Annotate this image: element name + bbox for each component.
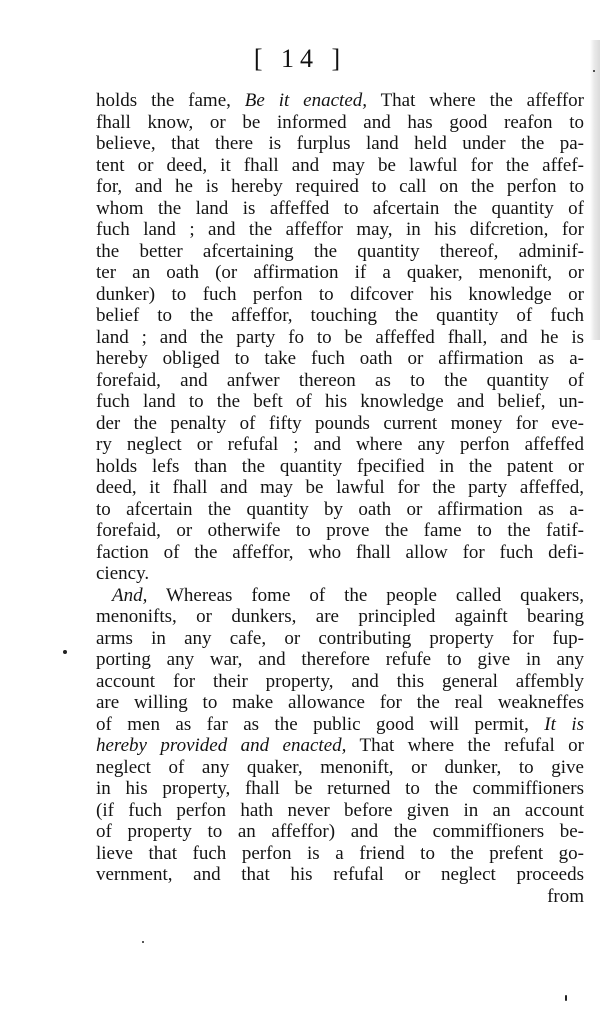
text-segment: forefaid, or otherwife to prove the fame to the fatif- — [96, 520, 584, 541]
text-segment: fhall know, or be informed and has good reafon to — [96, 111, 584, 133]
italic-text: hereby provided and enacted, — [96, 735, 347, 756]
text-line — [96, 714, 584, 736]
ink-speck — [565, 995, 567, 1001]
text-line — [96, 477, 584, 499]
text-line — [96, 241, 584, 263]
text-segment: porting any war, and therefore refufe to give in any — [96, 649, 584, 670]
text-segment: in his property, fhall be returned to the commiffioners — [96, 778, 584, 799]
text-segment: belief to the affeffor, touching the quantity of fuch — [96, 305, 584, 326]
text-segment: (if fuch perfon hath never before given in an account — [96, 799, 584, 821]
text-line — [96, 757, 584, 779]
text-line — [96, 606, 584, 628]
text-line — [96, 284, 584, 306]
text-line — [96, 649, 584, 671]
text-segment: deed, it fhall and may be lawful for the party affeffed, — [96, 477, 584, 498]
text-line — [96, 219, 584, 241]
text-segment: dunker) to fuch perfon to difcover his knowledge or — [96, 283, 584, 305]
text-line — [96, 262, 584, 284]
body-text — [96, 90, 584, 907]
text-segment: ciency. — [96, 563, 150, 584]
text-line — [96, 800, 584, 822]
text-line — [96, 542, 584, 564]
binding-shadow — [590, 40, 600, 340]
text-line — [96, 90, 584, 112]
text-line — [96, 821, 584, 843]
text-line — [96, 112, 584, 134]
text-segment: ter an oath (or affirmation if a quaker, menonift, or — [96, 262, 584, 283]
text-segment: hereby obliged to take fuch oath or affirmation as a- — [96, 348, 584, 369]
italic-text: And, — [112, 584, 148, 606]
text-segment: to afcertain the quantity by oath or affirmation as a- — [96, 498, 584, 520]
ink-speck — [142, 941, 144, 943]
text-line — [96, 327, 584, 349]
text-segment: der the penalty of fifty pounds current money for eve- — [96, 412, 584, 434]
text-segment: fuch land ; and the affeffor may, in his difcretion, for — [96, 219, 584, 240]
text-line — [96, 499, 584, 521]
text-line — [96, 155, 584, 177]
text-line — [96, 520, 584, 542]
text-line — [96, 628, 584, 650]
text-line — [96, 778, 584, 800]
text-line — [96, 305, 584, 327]
text-segment: menonifts, or dunkers, are principled againft bearing — [96, 606, 584, 627]
text-line — [96, 413, 584, 435]
text-line — [96, 434, 584, 456]
text-line — [96, 671, 584, 693]
text-segment: whom the land is affeffed to afcertain the quantity of — [96, 197, 584, 219]
text-line — [96, 176, 584, 198]
text-segment: fuch land to the beft of his knowledge and belief, un- — [96, 391, 584, 412]
text-segment: for, and he is hereby required to call on the perfon to — [96, 176, 584, 197]
text-line — [96, 735, 584, 757]
text-segment: That where the affeffor — [367, 90, 585, 111]
catchword: from — [547, 885, 584, 907]
text-line — [96, 864, 584, 886]
text-segment: holds the fame, — [96, 90, 245, 111]
text-segment: Whereas fome of the people called quakers, — [147, 584, 584, 606]
text-segment: the better afcertaining the quantity thereof, adminif- — [96, 240, 584, 262]
text-line — [96, 391, 584, 413]
italic-text: Be it enacted, — [244, 90, 368, 111]
text-line — [96, 843, 584, 865]
text-segment: tent or deed, it fhall and may be lawful for the affef- — [96, 154, 584, 176]
text-segment: of property to an affeffor) and the commiffioners be- — [96, 821, 584, 842]
text-line — [96, 585, 584, 607]
text-segment: forefaid, and anfwer thereon as to the quantity of — [96, 369, 584, 391]
text-segment: account for their property, and this general affembly — [96, 670, 584, 692]
text-line — [96, 348, 584, 370]
text-line — [96, 133, 584, 155]
text-line — [96, 692, 584, 714]
text-line — [96, 370, 584, 392]
text-segment: neglect of any quaker, menonift, or dunker, to give — [96, 756, 584, 778]
ink-speck — [593, 70, 595, 72]
text-segment: land ; and the party fo to be affeffed fhall, and he is — [96, 326, 584, 348]
text-line — [96, 563, 584, 585]
text-segment: lieve that fuch perfon is a friend to the prefent go- — [96, 842, 584, 864]
text-segment: ry neglect or refufal ; and where any perfon affeffed — [96, 434, 584, 455]
text-line — [96, 198, 584, 220]
text-segment: vernment, and that his refufal or neglect proceeds — [96, 864, 584, 885]
text-segment: of men as far as the public good will permit, — [96, 713, 545, 735]
text-segment: faction of the affeffor, who fhall allow for fuch defi- — [96, 541, 584, 563]
ink-speck — [63, 650, 67, 654]
page-number: [ 14 ] — [253, 44, 347, 73]
text-segment: holds lefs than the quantity fpecified in the patent or — [96, 455, 584, 477]
text-segment: That where the refufal or — [346, 735, 584, 756]
text-segment: arms in any cafe, or contributing property for fup- — [96, 627, 584, 649]
text-line — [96, 456, 584, 478]
text-segment: are willing to make allowance for the real weakneffes — [96, 692, 584, 713]
text-segment: believe, that there is furplus land held under the pa- — [96, 133, 584, 154]
italic-text: It is — [544, 713, 584, 735]
